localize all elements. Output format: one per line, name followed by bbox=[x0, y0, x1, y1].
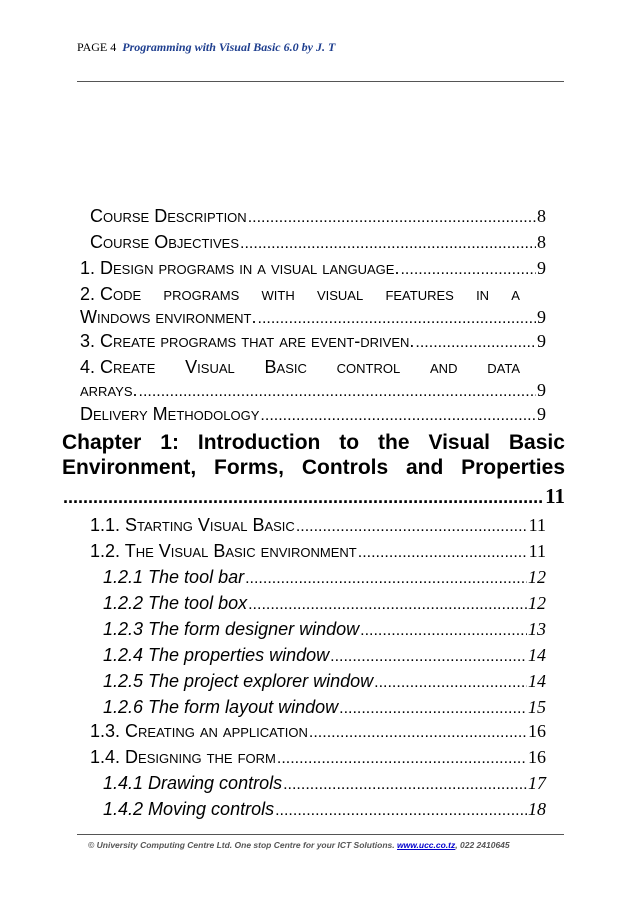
toc-entry-objective-2-line1[interactable]: 2. Code programs with visual features in a bbox=[80, 284, 520, 304]
toc-entry-1-1[interactable]: 1.1. Starting Visual Basic ..... 11 bbox=[90, 515, 546, 536]
header-divider bbox=[77, 81, 564, 82]
toc-entry-objective-3[interactable]: 3. Create programs that are event-driven. ..... 9 bbox=[80, 331, 546, 352]
toc-entry-1-2-3[interactable]: 1.2.3 The form designer window ..... 13 bbox=[103, 619, 546, 640]
toc-entry-1-2-5[interactable]: 1.2.5 The project explorer window ..... 14 bbox=[103, 671, 546, 692]
toc-entry-objective-1[interactable]: 1. Design programs in a visual language. ..... 9 bbox=[80, 258, 546, 279]
toc-entry-1-2[interactable]: 1.2. The Visual Basic environment ..... 11 bbox=[90, 541, 546, 562]
toc-entry-objective-4-line2[interactable]: arrays. ..... 9 bbox=[80, 380, 546, 401]
toc-entry-1-2-4[interactable]: 1.2.4 The properties window ..... 14 bbox=[103, 645, 546, 666]
footer-divider bbox=[77, 834, 564, 835]
toc-entry-1-3[interactable]: 1.3. Creating an application ..... 16 bbox=[90, 721, 546, 742]
toc-entry-1-2-6[interactable]: 1.2.6 The form layout window ..... 15 bbox=[103, 697, 546, 718]
toc-entry-objective-4-line1[interactable]: 4. Create Visual Basic control and data bbox=[80, 357, 520, 377]
page-header bbox=[77, 40, 335, 55]
toc-entry-delivery-methodology[interactable]: Delivery Methodology ..... 9 bbox=[80, 404, 546, 425]
book-title: Programming with Visual Basic 6.0 by J. T bbox=[122, 40, 336, 54]
chapter-title-line2: Environment, Forms, Controls and Properties bbox=[62, 456, 565, 479]
toc-entry-course-objectives[interactable]: Course Objectives ..... 8 bbox=[90, 232, 546, 253]
toc-entry-1-4-1[interactable]: 1.4.1 Drawing controls ..... 17 bbox=[103, 773, 546, 794]
toc-chapter-1-page-line[interactable]: ..... 11 bbox=[62, 484, 565, 509]
toc-entry-1-4-2[interactable]: 1.4.2 Moving controls ..... 18 bbox=[103, 799, 546, 820]
chapter-title-line1: Chapter 1: Introduction to the Visual Basic bbox=[62, 431, 565, 454]
toc-chapter-1[interactable] bbox=[62, 430, 565, 480]
toc-entry-1-2-1[interactable]: 1.2.1 The tool bar ..... 12 bbox=[103, 567, 546, 588]
toc-entry-course-description[interactable]: Course Description ..... 8 bbox=[90, 206, 546, 227]
page-number: PAGE 4 bbox=[77, 40, 117, 54]
toc-entry-1-2-2[interactable]: 1.2.2 The tool box ..... 12 bbox=[103, 593, 546, 614]
toc-entry-objective-2-line2[interactable]: Windows environment. ..... 9 bbox=[80, 307, 546, 328]
toc-entry-1-4[interactable]: 1.4. Designing the form ..... 16 bbox=[90, 747, 546, 768]
website-link[interactable]: www.ucc.co.tz bbox=[397, 840, 456, 850]
page-footer: © University Computing Centre Ltd. One stop Centre for your ICT Solutions. www.ucc.co.tz, 022 2410645 bbox=[88, 840, 510, 850]
